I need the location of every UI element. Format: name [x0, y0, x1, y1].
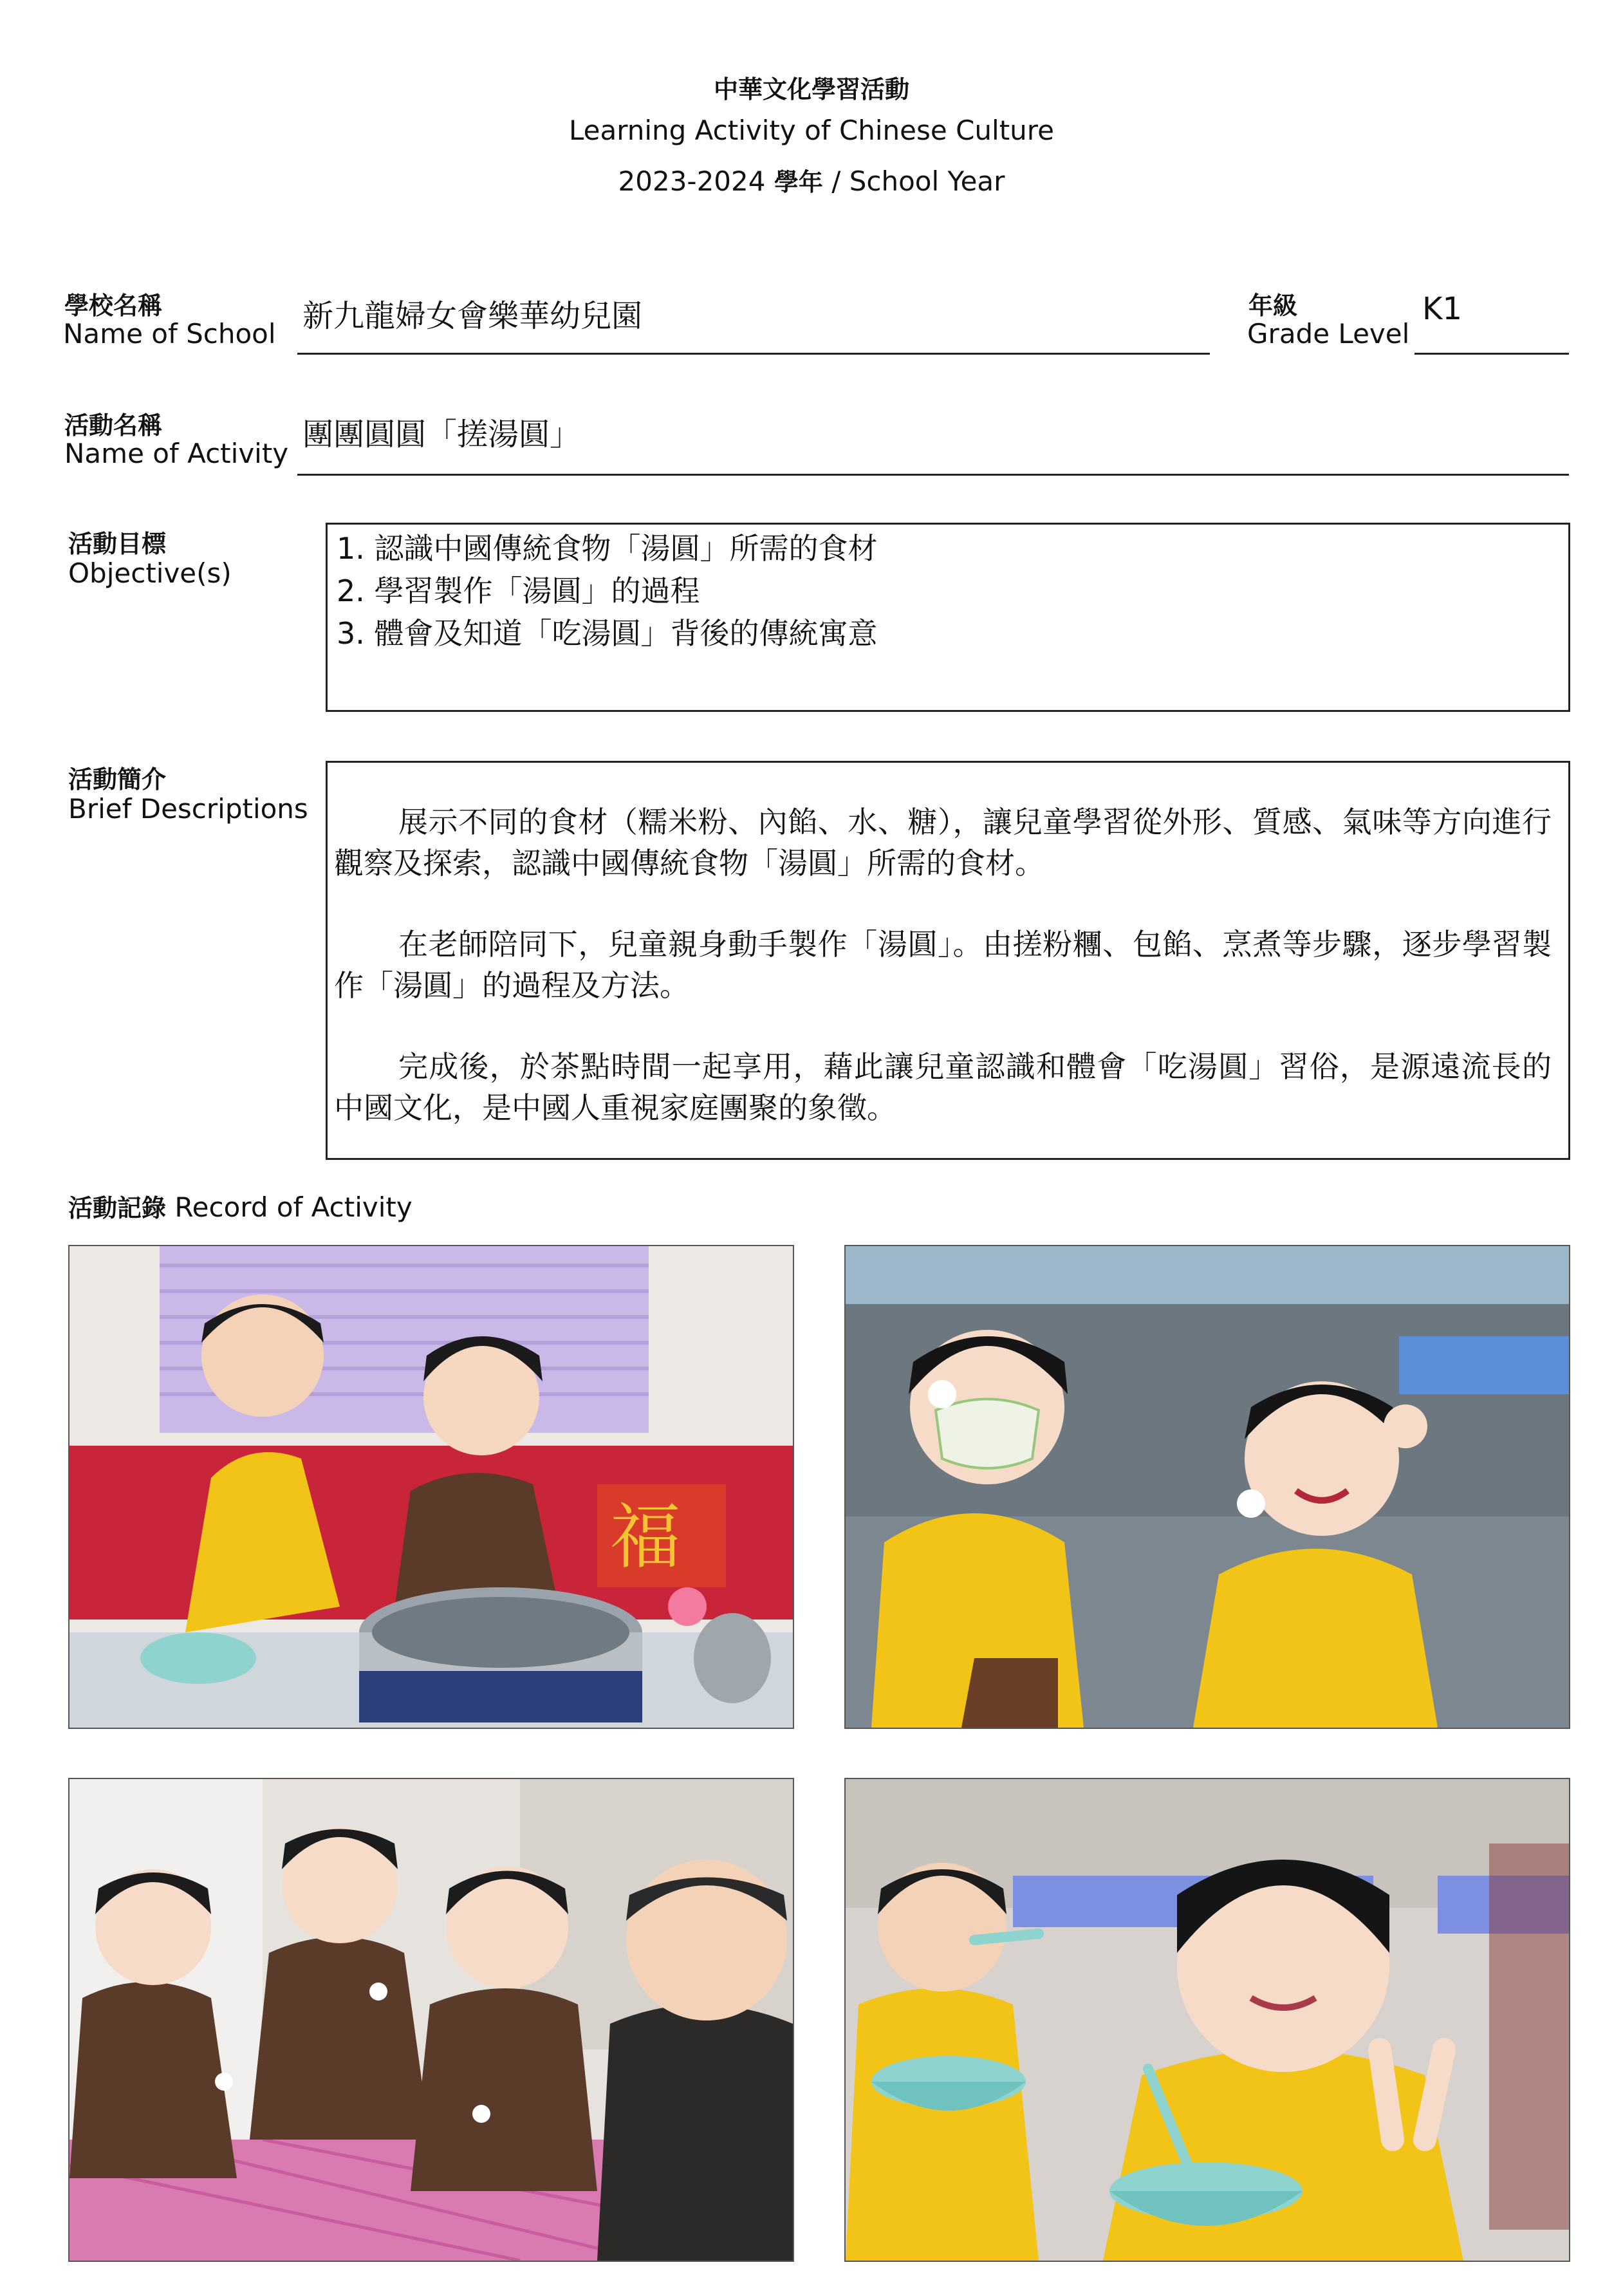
school-year-sep: / — [831, 165, 841, 197]
photo-rolling-dough — [68, 1778, 794, 2262]
school-label-zh: 學校名稱 — [64, 292, 163, 320]
school-value: 新九龍婦女會樂華幼兒園 — [302, 298, 643, 334]
photo-showing-tangyuan — [844, 1245, 1570, 1729]
grade-label-zh: 年級 — [1248, 292, 1298, 320]
objectives-box — [326, 523, 1570, 712]
activity-field — [297, 409, 1569, 476]
activity-value: 團團圓圓「搓湯圓」 — [302, 416, 581, 453]
school-year-zh: 學年 — [774, 168, 823, 196]
description-paragraph: 展示不同的食材（糯米粉、內餡、水、糖），讓兒童學習從外形、質感、氣味等方向進行觀察及探索，認識中國傳統食物「湯圓」所需的食材。 — [334, 805, 1552, 881]
school-year-range: 2023-2024 — [618, 165, 766, 197]
activity-label-en: Name of Activity — [64, 438, 289, 469]
page-title-en: Learning Activity of Chinese Culture — [569, 115, 1054, 146]
svg-text:福: 福 — [610, 1496, 681, 1578]
grade-value: K1 — [1422, 291, 1463, 327]
description-label-en: Brief Descriptions — [68, 793, 308, 825]
photo-cooking-pot — [68, 1245, 794, 1729]
page-title-zh: 中華文化學習活動 — [713, 75, 909, 104]
school-year — [0, 162, 1623, 198]
school-label-en: Name of School — [63, 318, 276, 350]
description-paragraph: 在老師陪同下，兒童親身動手製作「湯圓」。由搓粉糰、包餡、烹煮等步驟，逐步學習製作「湯圓」的過程及方法。 — [334, 927, 1552, 1003]
school-field — [297, 291, 1210, 355]
objectives-label-zh: 活動目標 — [68, 530, 167, 558]
objective-item: 1. 認識中國傳統食物「湯圓」所需的食材 — [337, 531, 878, 566]
description-label-zh: 活動簡介 — [68, 765, 167, 794]
grade-label-en: Grade Level — [1247, 318, 1410, 350]
photo-eating-tangyuan — [844, 1778, 1570, 2262]
objective-item: 3. 體會及知道「吃湯圓」背後的傳統寓意 — [337, 616, 878, 651]
objective-item: 2. 學習製作「湯圓」的過程 — [337, 574, 700, 608]
school-year-en: School Year — [849, 165, 1005, 197]
record-label — [68, 1188, 413, 1224]
grade-field — [1414, 291, 1569, 355]
record-label-zh: 活動記錄 — [68, 1194, 167, 1222]
description-box — [326, 761, 1570, 1160]
activity-label-zh: 活動名稱 — [64, 411, 163, 440]
record-label-en: Record of Activity — [174, 1191, 413, 1223]
description-paragraph: 完成後，於茶點時間一起享用，藉此讓兒童認識和體會「吃湯圓」習俗，是源遠流長的中國文化，是中國人重視家庭團聚的象徵。 — [334, 1049, 1552, 1125]
objectives-label-en: Objective(s) — [68, 557, 232, 589]
